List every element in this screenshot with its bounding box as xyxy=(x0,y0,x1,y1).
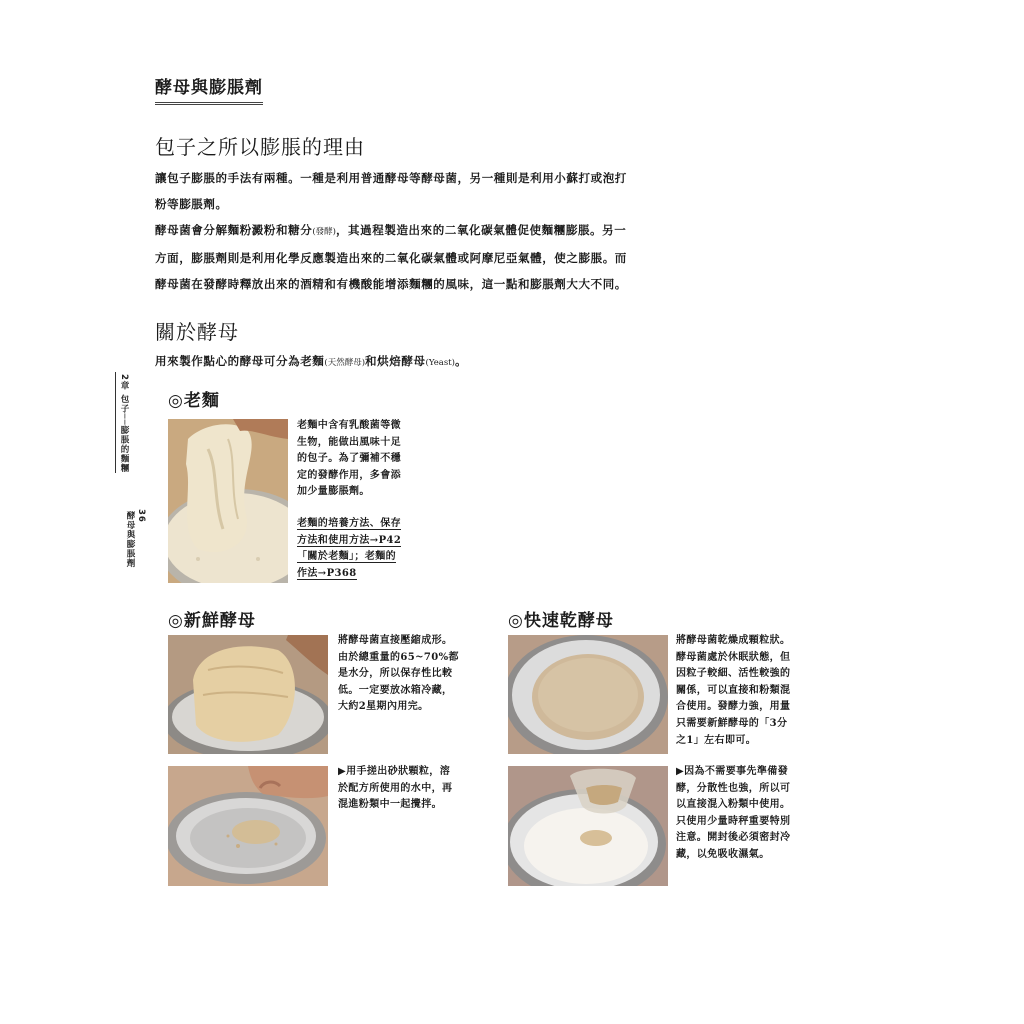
intro-line xyxy=(155,217,725,245)
yeast-lead-part: 。 xyxy=(454,354,468,368)
instant-yeast-bowl-image xyxy=(508,635,668,754)
yeast-heading: 關於酵母 xyxy=(155,320,239,344)
yeast-lead-part: 和烘焙酵母 xyxy=(365,354,426,368)
tip-line: 以直接混入粉類中使用。 xyxy=(676,799,791,811)
desc-line: 因粒子較細、活性較強的 xyxy=(676,668,791,680)
desc-line: 由於總重量的65~70%都 xyxy=(338,651,459,663)
side-tab xyxy=(108,372,130,473)
desc-line: 加少量膨脹劑。 xyxy=(297,486,370,498)
tip-line: 只使用少量時秤重要特別 xyxy=(676,815,791,827)
laomian-desc xyxy=(297,418,427,501)
desc-line: 生物，能做出風味十足 xyxy=(297,436,401,448)
desc-line: 是水分，所以保存性比較 xyxy=(338,668,453,680)
intro-line: 酵母菌在發酵時釋放出來的酒精和有機酸能增添麵糰的風味，這一點和膨脹劑大大不同。 xyxy=(155,277,627,291)
desc-line: 合使用。發酵力強，用量 xyxy=(676,701,791,713)
desc-line: 只需要新鮮酵母的「3分 xyxy=(676,717,788,729)
desc-line: 的包子。為了彌補不穩 xyxy=(297,453,401,465)
yeast-lead-note: (Yeast) xyxy=(425,358,455,368)
yeast-lead-note: (天然酵母) xyxy=(324,358,366,368)
instant-yeast-tip xyxy=(676,764,816,864)
desc-line: 大約2星期內用完。 xyxy=(338,701,429,713)
intro-paragraph xyxy=(155,165,725,297)
tip-line: 於配方所使用的水中，再 xyxy=(338,782,453,794)
side-tab-section: 酵母與膨脹劑 xyxy=(125,511,135,568)
reference-line: 老麵的培養方法、保存 xyxy=(297,518,401,529)
fresh-yeast-block-photo xyxy=(168,635,328,754)
page-number: 36 xyxy=(136,509,146,523)
yeast-lead-part: 用來製作點心的酵母可分為老麵 xyxy=(155,354,325,368)
desc-line: 將酵母菌乾燥成顆粒狀。 xyxy=(676,635,791,646)
tip-line: 混進粉類中一起攪拌。 xyxy=(338,799,442,811)
desc-line: 老麵中含有乳酸菌等微 xyxy=(297,420,401,431)
instant-yeast-bowl-photo xyxy=(508,635,668,754)
desc-line: 定的發酵作用，多會添 xyxy=(297,469,401,481)
intro-line: 粉等膨脹劑。 xyxy=(155,197,228,211)
tip-line: 注意。開封後必須密封冷 xyxy=(676,832,791,844)
fresh-yeast-desc xyxy=(338,633,478,716)
fresh-yeast-title: ◎新鮮酵母 xyxy=(168,611,256,631)
desc-line: 關係，可以直接和粉類混 xyxy=(676,684,791,696)
reference-line: 方法和使用方法→P42 xyxy=(297,534,402,546)
sourdough-photo-image xyxy=(168,419,288,583)
fresh-yeast-tip xyxy=(338,764,478,814)
instant-yeast-title: ◎快速乾酵母 xyxy=(508,611,614,631)
side-tab-chapter: 2章 包子──膨脹的麵糰 xyxy=(115,372,130,473)
intro-line: 讓包子膨脹的手法有兩種。一種是利用普通酵母等酵母菌，另一種則是利用小蘇打或泡打 xyxy=(155,171,627,185)
intro-line: 方面，膨脹劑則是利用化學反應製造出來的二氧化碳氣體或阿摩尼亞氣體，使之膨脹。而 xyxy=(155,251,627,265)
tip-line: 藏，以免吸收濕氣。 xyxy=(676,848,770,860)
intro-heading: 包子之所以膨脹的理由 xyxy=(155,135,365,159)
laomian-title: ◎老麵 xyxy=(168,391,220,411)
desc-line: 低。一定要放冰箱冷藏， xyxy=(338,684,453,696)
reference-line: 「關於老麵」；老麵的 xyxy=(297,551,396,563)
tip-line: ▶因為不需要事先準備發 xyxy=(676,766,789,777)
sourdough-photo xyxy=(168,419,288,583)
fresh-yeast-crumbled-image xyxy=(168,766,328,886)
intro-line-part: ，其過程製造出來的二氧化碳氣體促使麵糰膨脹。另一 xyxy=(335,223,627,237)
laomian-reference xyxy=(297,516,427,582)
fresh-yeast-crumbled-photo xyxy=(168,766,328,886)
tip-line: ▶用手搓出砂狀顆粒，溶 xyxy=(338,766,451,777)
intro-line-part: 酵母菌會分解麵粉澱粉和糖分 xyxy=(155,223,313,237)
intro-line-note: (發酵) xyxy=(312,227,336,237)
instant-yeast-flour-photo xyxy=(508,766,668,886)
reference-line: 作法→P368 xyxy=(297,567,357,579)
fresh-yeast-block-image xyxy=(168,635,328,754)
instant-yeast-desc xyxy=(676,633,816,749)
desc-line: 將酵母菌直接壓縮成形。 xyxy=(338,635,453,646)
desc-line: 酵母菌處於休眠狀態，但 xyxy=(676,651,791,663)
side-tab-right xyxy=(124,505,146,568)
yeast-lead xyxy=(155,348,715,376)
desc-line: 之1」左右即可。 xyxy=(676,734,757,746)
instant-yeast-flour-image xyxy=(508,766,668,886)
section-label: 酵母與膨脹劑 xyxy=(155,73,263,105)
tip-line: 酵，分散性也強，所以可 xyxy=(676,782,791,794)
